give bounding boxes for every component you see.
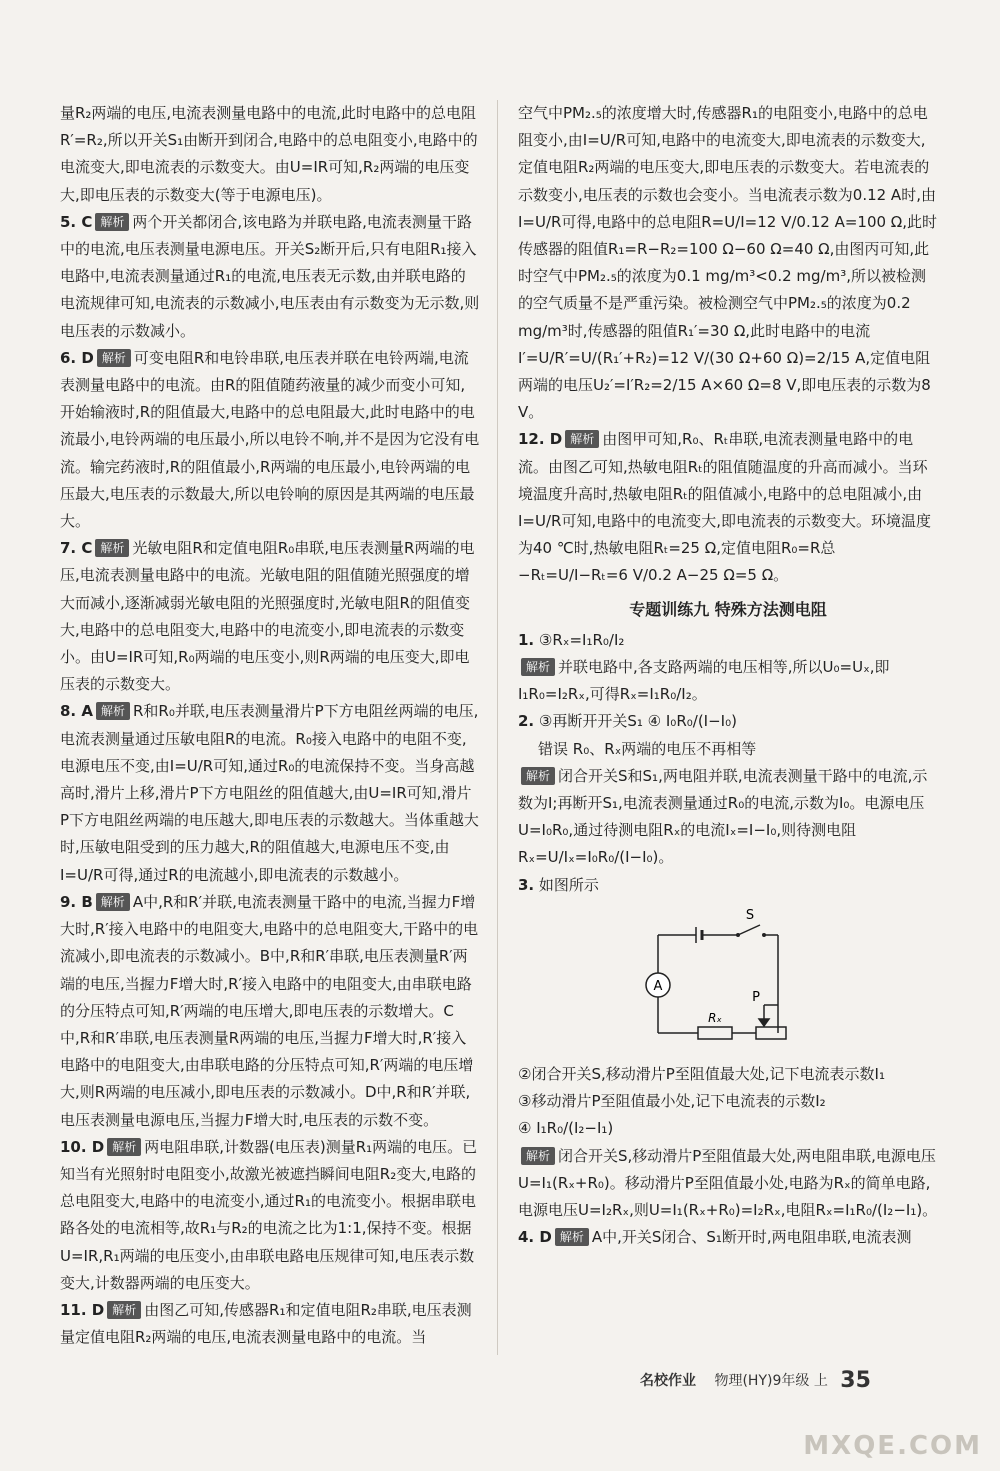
section-title: 专题训练九 特殊方法测电阻 xyxy=(629,599,827,619)
answer-6 xyxy=(60,345,480,535)
analysis-badge: 解析 xyxy=(96,702,130,720)
question-number: 8. A xyxy=(60,702,93,721)
right-column xyxy=(518,100,938,1251)
q3-step-4: ④ I₁R₀/(I₂−I₁) xyxy=(518,1119,614,1138)
answer-text: 可变电阻R和电铃串联,电压表并联在电铃两端,电流表测量电路中的电流。由R的阻值随药液量的减少而变小可知,开始输液时,R的阻值最大,电路中的总电阻最大,此时电路中的电流最小,电铃两端的电压最小,所以电铃不响,并不是因为它没有电流。输完药液时,R的阻值最小,R两端的电压最小,电铃两端的电压最大,电压表的示数最大,所以电铃响的原因是其两端的电压最大。 xyxy=(60,348,480,531)
resistor-label: Rₓ xyxy=(708,1010,722,1025)
analysis-badge: 解析 xyxy=(107,1138,141,1156)
answer-text: 由图甲可知,R₀、Rₜ串联,电流表测量电路中的电流。由图乙可知,热敏电阻Rₜ的阻值随温度的升高而减小。当环境温度升高时,热敏电阻Rₜ的阻值减小,电路中的总电阻减小,由I=U/R可知,电路中的电流变大,即电流表的示数变大。环境温度为40 ℃时,热敏电阻Rₜ=25 Ω,定值电阻R₀=R总−Rₜ=U/I−Rₜ=6 V/0.2 A−25 Ω=5 Ω。 xyxy=(518,430,931,585)
question-number: 6. D xyxy=(60,348,94,367)
q3-intro xyxy=(518,872,938,899)
q2-answer-text: ③再断开开关S₁ ④ I₀R₀/(I−I₀) xyxy=(538,712,737,731)
question-number: 4. D xyxy=(518,1228,552,1247)
answer-text: A中,R和R′并联,电流表测量干路中的电流,当握力F增大时,R′接入电路中的电阻变大,电路中的总电阻变大,干路中的电流减小,即电流表的示数减小。B中,R和R′串联,电压表测量R′两端的电压,当握力F增大时,R′接入电路中的电阻变大,由串联电路的分压特点可知,R′两端的电压增大,即电压表的示数增大。C中,R和R′串联,电压表测量R两端的电压,当握力F增大时,R′接入电路中的电阻变大,由串联电路的分压特点可知,R′两端的电压增大,则R两端的电压减小,即电压表的示数减小。D中,R和R′并联,电压表测量电源电压,当握力F增大时,电压表的示数不变。 xyxy=(60,892,479,1129)
analysis-text: 闭合开关S和S₁,两电阻并联,电流表测量干路中的电流,示数为I;再断开S₁,电流表测量通过R₀的电流,示数为I₀。电源电压U=I₀R₀,通过待测电阻Rₓ的电流Iₓ=I−I₀,则待测电阻Rₓ=U/Iₓ=I₀R₀/(I−I₀)。 xyxy=(518,766,928,867)
switch-label: S xyxy=(745,907,755,923)
answer-text: 由图乙可知,传感器R₁和定值电阻R₂串联,电压表测量定值电阻R₂两端的电压,电流表测量电路中的电流。当 xyxy=(60,1300,472,1347)
question-number: 2. xyxy=(518,712,535,731)
footer-brand: 名校作业 xyxy=(640,1373,696,1389)
analysis-badge: 解析 xyxy=(555,1228,589,1246)
answer-9 xyxy=(60,889,480,1134)
analysis-badge: 解析 xyxy=(521,767,555,785)
answer-11-continuation: 空气中PM₂.₅的浓度增大时,传感器R₁的电阻变小,电路中的总电阻变小,由I=U/R可知,电路中的电流变大,即电流表的示数变大,定值电阻R₂两端的电压变大,即电压表的示数变大。若电流表的示数变小,电压表的示数也会变小。当电流表示数为0.12 A时,由I=U/R可得,电路中的总电阻R=U/I=12 V/0.12 A=100 Ω,此时传感器的阻值R₁=R−R₂=100 Ω−60 Ω=40 Ω,由图丙可知,此时空气中PM₂.₅的浓度为0.1 mg/m³<0.2 mg/m³,所以被检测的空气质量不是严重污染。被检测空气中PM₂.₅的浓度为0.2 mg/m³时,传感器的阻值R₁′=30 Ω,此时电路中的电流I′=U/R′=U/(R₁′+R₂)=12 V/(30 Ω+60 Ω)=2/15 A,定值电阻两端的电压U₂′=I′R₂=2/15 A×60 Ω=8 V,即电压表的示数为8 V。 xyxy=(518,104,938,422)
answer-text: 两个开关都闭合,该电路为并联电路,电流表测量干路中的电流,电压表测量电源电压。开关S₂断开后,只有电阻R₁接入电路中,电流表测量通过R₁的电流,电压表无示数,由并联电路的电流规律可知,电流表的示数减小,电压表由有示数变为无示数,则电压表的示数减小。 xyxy=(60,212,480,340)
q2-analysis xyxy=(518,763,938,872)
answer-5 xyxy=(60,209,480,345)
question-number: 10. D xyxy=(60,1137,105,1156)
analysis-badge: 解析 xyxy=(565,430,599,448)
left-column xyxy=(60,100,480,1351)
question-number: 9. B xyxy=(60,892,93,911)
question-number: 1. xyxy=(518,630,535,649)
circuit-diagram xyxy=(628,905,798,1055)
question-number: 11. D xyxy=(60,1300,105,1319)
rheostat xyxy=(756,1027,786,1039)
answer-text: 两电阻串联,计数器(电压表)测量R₁两端的电压。已知当有光照射时电阻变小,故激光被遮挡瞬间电阻R₂变大,电路的总电阻变大,电路中的电流变小,通过R₁的电流变小。根据串联电路各处的电流相等,故R₁与R₂的电流之比为1:1,保持不变。根据U=IR,R₁两端的电压变小,由串联电路电压规律可知,电压表示数变大,计数器两端的电压变大。 xyxy=(60,1137,478,1292)
page-footer xyxy=(640,1368,871,1393)
analysis-badge: 解析 xyxy=(107,1301,141,1319)
answer-text: A中,开关S闭合、S₁断开时,两电阻串联,电流表测 xyxy=(591,1228,912,1247)
slider-label: P xyxy=(752,989,760,1005)
q1-analysis xyxy=(518,654,938,708)
analysis-text: 闭合开关S,移动滑片P至阻值最大处,两电阻串联,电源电压U=I₁(Rₓ+R₀)。移动滑片P至阻值最小处,电路为Rₓ的简单电路,电源电压U=I₂Rₓ,则U=I₁(Rₓ+R₀)=I₂Rₓ,电阻Rₓ=I₁R₀/(I₂−I₁)。 xyxy=(518,1146,938,1219)
analysis-badge: 解析 xyxy=(97,349,131,367)
answer-8 xyxy=(60,698,480,888)
question-number: 7. C xyxy=(60,539,93,558)
question-number: 3. xyxy=(518,875,535,894)
answer-text: 光敏电阻R和定值电阻R₀串联,电压表测量R两端的电压,电流表测量电路中的电流。光敏电阻的阻值随光照强度的增大而减小,逐渐减弱光敏电阻的光照强度时,光敏电阻R的阻值变大,电路中的总电阻变大,电路中的电流变小,即电流表的示数变小。由U=IR可知,R₀两端的电压变小,则R两端的电压变大,即电压表的示数变大。 xyxy=(60,539,475,694)
analysis-badge: 解析 xyxy=(96,893,130,911)
analysis-badge: 解析 xyxy=(521,658,555,676)
analysis-badge: 解析 xyxy=(521,1147,555,1165)
answer-text: R和R₀并联,电压表测量滑片P下方电阻丝两端的电压,电流表测量通过压敏电阻R的电流。R₀接入电路中的电阻不变,电源电压不变,由I=U/R可知,通过R₀的电流保持不变。当身高越高时,滑片上移,滑片P下方电阻丝的阻值越大,由U=IR可知,滑片P下方电阻丝两端的电压越大,即电压表的示数越大。当体重越大时,压敏电阻受到的压力越大,R的阻值越大,电源电压不变,由I=U/R可得,通过R的电流越小,即电流表的示数越小。 xyxy=(60,702,479,884)
q2-error: 错误 R₀、Rₓ两端的电压不再相等 xyxy=(538,739,757,758)
page-number: 35 xyxy=(840,1368,871,1393)
question-number: 5. C xyxy=(60,212,93,231)
q3-intro-text: 如图所示 xyxy=(538,875,599,894)
analysis-text: 并联电路中,各支路两端的电压相等,所以U₀=Uₓ,即I₁R₀=I₂Rₓ,可得Rₓ=I₁R₀/I₂。 xyxy=(518,658,890,704)
q1-answer xyxy=(518,627,938,654)
q3-step-2: ②闭合开关S,移动滑片P至阻值最大处,记下电流表示数I₁ xyxy=(518,1064,885,1083)
resistor-rx xyxy=(698,1027,732,1039)
question-number: 12. D xyxy=(518,430,563,449)
column-divider xyxy=(497,100,498,1355)
answer-continuation: 量R₂两端的电压,电流表测量电路中的电流,此时电路中的总电阻R′=R₂,所以开关S₁由断开到闭合,电路中的总电阻变小,电路中的电流变大,即电流表的示数变大。由U=IR可知,R₂两端的电压变大,即电压表的示数变大(等于电源电压)。 xyxy=(60,104,478,204)
q4-answer xyxy=(518,1224,938,1251)
answer-7 xyxy=(60,535,480,698)
ammeter-label: A xyxy=(653,978,663,994)
answer-11 xyxy=(60,1297,480,1351)
answer-12 xyxy=(518,426,938,589)
q3-analysis xyxy=(518,1143,938,1225)
footer-subject: 物理(HY)9年级 上 xyxy=(714,1373,828,1389)
analysis-badge: 解析 xyxy=(95,213,129,231)
analysis-badge: 解析 xyxy=(95,539,129,557)
q1-answer-text: ③Rₓ=I₁R₀/I₂ xyxy=(538,630,625,649)
q3-step-3: ③移动滑片P至阻值最小处,记下电流表的示数I₂ xyxy=(518,1092,826,1111)
q2-answer xyxy=(518,708,938,735)
answer-10 xyxy=(60,1134,480,1297)
switch-blade xyxy=(738,925,760,935)
watermark: MXQE.COM xyxy=(803,1431,982,1461)
